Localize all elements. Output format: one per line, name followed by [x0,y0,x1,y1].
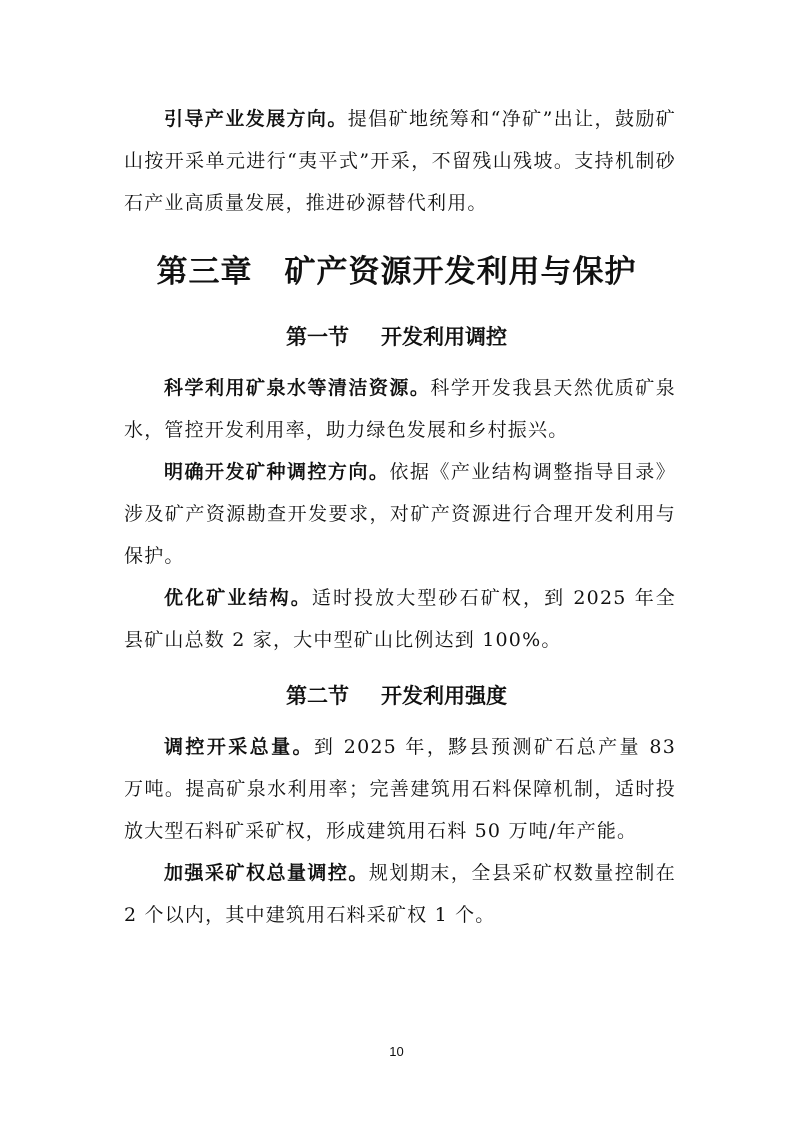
paragraph-text: 依据《产业结构调整指导目录》涉及矿产资源勘查开发要求，对矿产资源进行合理开发利用与保护。 [124,461,676,567]
paragraph-text: 科学开发我县天然优质矿泉水，管控开发利用率，助力绿色发展和乡村振兴。 [124,377,676,441]
chapter-title: 矿产资源开发利用与保护 [284,254,637,290]
paragraph-mineral-water [124,367,676,451]
paragraph-lead: 优化矿业结构。 [164,587,312,609]
paragraph-mining-rights [124,852,676,936]
section-title: 开发利用调控 [381,325,507,349]
chapter-heading [0,246,793,291]
paragraph-lead: 加强采矿权总量调控。 [164,862,369,884]
paragraph-lead: 明确开发矿种调控方向。 [164,461,390,483]
paragraph-mining-structure [124,577,676,661]
paragraph-text: 到 2025 年，黟县预测矿石总产量 83 万吨。提高矿泉水利用率；完善建筑用石料保障机制，适时投放大型石料矿采矿权，形成建筑用石料 50 万吨/年产能。 [124,736,676,842]
section-number: 第一节 [286,325,349,349]
chapter-number: 第三章 [156,254,253,290]
paragraph-lead: 引导产业发展方向。 [164,108,348,130]
section-title: 开发利用强度 [381,684,507,708]
paragraph-text: 提倡矿地统筹和“净矿”出让，鼓励矿山按开采单元进行“夷平式”开采，不留残山残坡。支持机制砂石产业高质量发展，推进砂源替代利用。 [124,108,676,214]
paragraph-lead: 调控开采总量。 [164,736,314,758]
page-number: 10 [389,1044,404,1059]
paragraph-text: 适时投放大型砂石矿权，到 2025 年全县矿山总数 2 家，大中型矿山比例达到 100%。 [124,587,677,651]
paragraph-industry-direction [124,98,676,224]
paragraph-total-output [124,726,676,852]
paragraph-mineral-regulation [124,451,676,577]
paragraph-text: 规划期末，全县采矿权数量控制在 2 个以内，其中建筑用石料采矿权 1 个。 [124,862,676,926]
paragraph-lead: 科学利用矿泉水等清洁资源。 [164,377,431,399]
section-heading-1 [0,321,793,351]
section-heading-2 [0,680,793,710]
section-number: 第二节 [286,684,349,708]
